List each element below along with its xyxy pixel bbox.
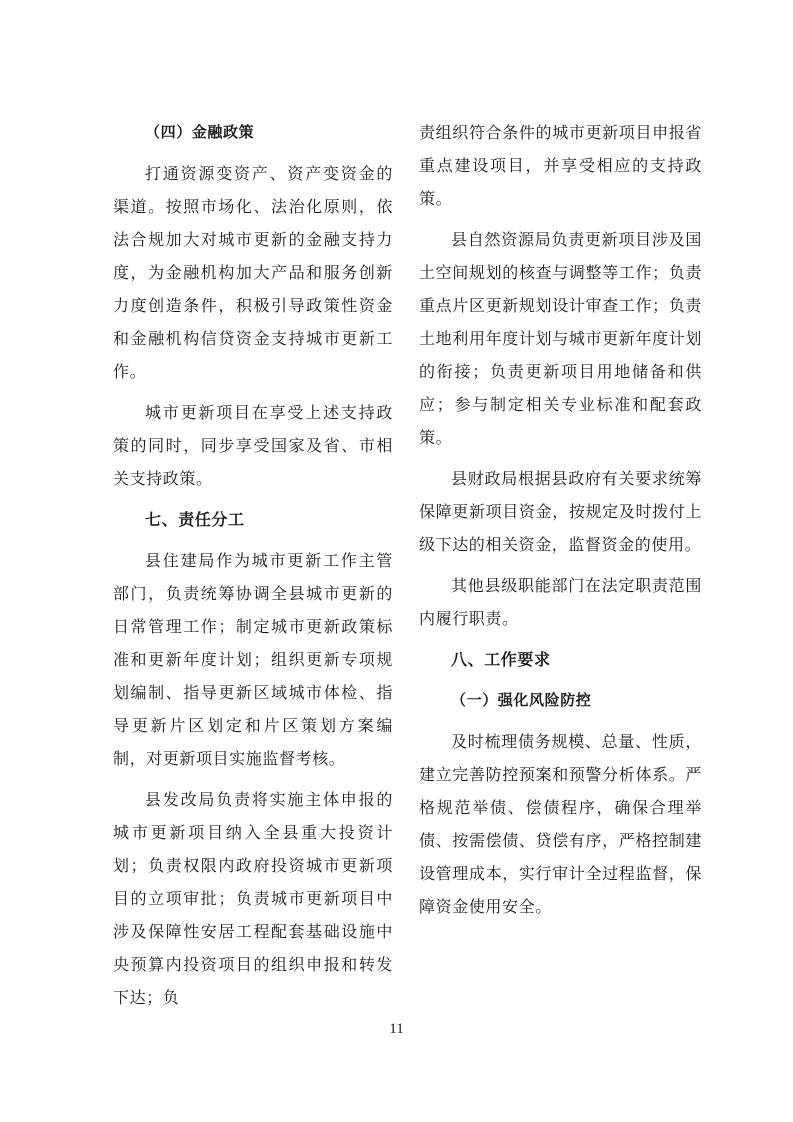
heading-section-8: 八、工作要求 (451, 650, 551, 669)
paragraph-natural-resources: 县自然资源局负责更新项目涉及国土空间规划的核查与调整等工作；负责重点片区更新规划设计审查工作；负责土地利用年度计划与城市更新年度计划的衔接；负责更新项目用地储备和供应；参与制定相关专业标准和配套政策。 (419, 230, 702, 447)
paragraph-housing-bureau: 县住建局作为城市更新工作主管部门，负责统筹协调全县城市更新的日常管理工作；制定城市更新政策标准和更新年度计划；组织更新专项规划编制、指导更新区域城市体检、指导更新片区划定和片区策划方案编制，对更新项目实施监督考核。 (113, 551, 393, 768)
paragraph-financial-2: 城市更新项目在享受上述支持政策的同时，同步享受国家及省、市相关支持政策。 (113, 403, 393, 488)
paragraph-risk-control: 及时梳理债务规模、总量、性质，建立完善防控预案和预警分析体系。严格规范举债、偿债程序，确保合理举债、按需偿债、贷偿有序，严格控制建设管理成本，实行审计全过程监督，保障资金使用安全。 (419, 732, 702, 916)
heading-section-7: 七、责任分工 (145, 510, 245, 529)
heading-financial-policy: （四）金融政策 (145, 123, 255, 141)
paragraph-drc-continued: 责组织符合条件的城市更新项目申报省重点建设项目，并享受相应的支持政策。 (419, 123, 702, 208)
paragraph-drc: 县发改局负责将实施主体申报的城市更新项目纳入全县重大投资计划；负责权限内政府投资城市更新项目的立项审批；负责城市更新项目中涉及保障性安居工程配套基础设施中央预算内投资项目的组织申报和转发下达；负 (113, 790, 393, 1007)
heading-risk-control: （一）强化风险防控 (451, 691, 592, 709)
left-column (113, 116, 393, 1022)
paragraph-other-departments: 其他县级职能部门在法定职责范围内履行职责。 (419, 576, 702, 628)
paragraph-financial-1: 打通资源变资产、资产变资金的渠道。按照市场化、法治化原则，依法合规加大对城市更新的金融支持力度，为金融机构加大产品和服务创新力度创造条件，积极引导政策性资金和金融机构信贷资金支持城市更新工作。 (113, 164, 393, 381)
paragraph-finance-bureau: 县财政局根据县政府有关要求统筹保障更新项目资金，按规定及时拨付上级下达的相关资金，监督资金的使用。 (419, 469, 702, 554)
right-column (419, 116, 702, 931)
page-number: 11 (389, 1021, 404, 1037)
